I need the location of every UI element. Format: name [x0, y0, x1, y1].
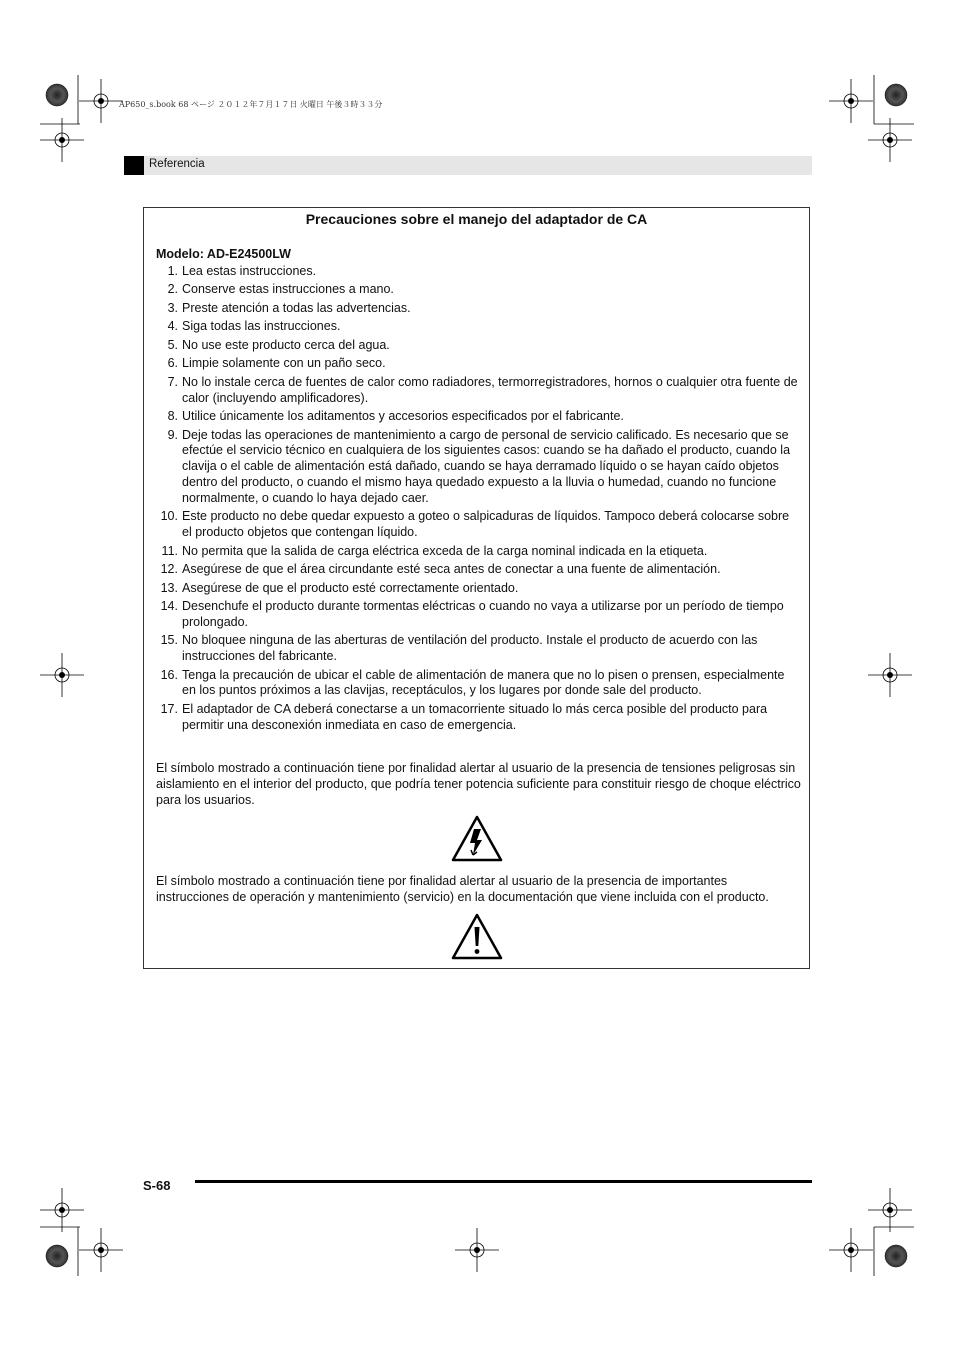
section-marker-block [124, 156, 144, 175]
section-label: Referencia [149, 158, 205, 170]
instructions-warning-paragraph: El símbolo mostrado a continuación tiene por finalidad alertar al usuario de la presencia de importantes instrucciones de operación y mantenimiento (servicio) en la documentación que viene incluida con el producto. [156, 874, 769, 904]
list-item: 9. Deje todas las operaciones de mantenimiento a cargo de personal de servicio calificado. Es necesario que se efectúe el servicio técnico en cualquiera de los siguientes casos: cuando se ha dañado el producto, cuando la clavija o el cable de alimentación está dañado, cuando se haya derramado líquido o se hayan caído objetos dentro del producto, o cuando el mismo haya quedado expuesto a la lluvia o humedad, cuando no funcione normalmente, o cuando lo haya dejado caer. [167, 427, 791, 505]
section-header-bar [124, 156, 812, 175]
registration-mark [868, 653, 912, 697]
registration-mark [40, 1188, 84, 1232]
list-item: 12. Asegúrese de que el área circundante esté seca antes de conectar a una fuente de alimentación. [160, 562, 721, 577]
registration-mark [829, 1228, 873, 1272]
list-item: 2. Conserve estas instrucciones a mano. [167, 282, 394, 297]
page-number: S-68 [143, 1178, 171, 1193]
registration-mark [868, 1188, 912, 1232]
precautions-box [143, 207, 810, 969]
registration-mark [868, 118, 912, 162]
lightning-warning-icon [451, 815, 503, 863]
list-item: 4. Siga todas las instrucciones. [167, 319, 341, 334]
box-title: Precauciones sobre el manejo del adaptador de CA [305, 211, 648, 227]
list-item: 13. Asegúrese de que el producto esté correctamente orientado. [160, 580, 519, 595]
color-rosette-mark [885, 1245, 907, 1267]
list-item: 10. Este producto no debe quedar expuesto a goteo o salpicaduras de líquidos. Tampoco deberá colocarse sobre el producto objetos que contengan líquido. [160, 509, 790, 540]
list-item: 1. Lea estas instrucciones. [167, 264, 317, 278]
color-rosette-mark [46, 1245, 68, 1267]
list-item: 3. Preste atención a todas las advertencias. [167, 300, 411, 315]
registration-mark [829, 79, 873, 123]
print-info-line: AP650_s.book 68 ページ ２０１２年７月１７日 火曜日 午後３時３３分 [119, 100, 383, 109]
instructions-list [156, 264, 801, 736]
registration-mark [40, 118, 84, 162]
list-item: 6. Limpie solamente con un paño seco. [167, 356, 386, 371]
registration-mark [40, 653, 84, 697]
registration-mark [79, 1228, 123, 1272]
electric-warning-paragraph: El símbolo mostrado a continuación tiene por finalidad alertar al usuario de la presencia de tensiones peligrosas sin aislamiento en el interior del producto, que podría tener potencia suficiente para constituir riesgo de choque eléctrico para los usuarios. [156, 761, 801, 807]
list-item: 11. No permita que la salida de carga eléctrica exceda de la carga nominal indicada en la etiqueta. [161, 543, 708, 558]
color-rosette-mark [46, 84, 68, 106]
list-item: 8. Utilice únicamente los aditamentos y accesorios especificados por el fabricante. [167, 409, 624, 424]
list-item: 17. El adaptador de CA deberá conectarse a un tomacorriente situado lo más cerca posible del producto para permitir una desconexión inmediata en caso de emergencia. [160, 701, 768, 732]
registration-mark [455, 1228, 499, 1272]
model-label: Modelo: AD-E24500LW [156, 247, 291, 261]
exclamation-warning-icon [451, 913, 503, 961]
list-item: 7. No lo instale cerca de fuentes de calor como radiadores, termorregistradores, hornos o cualquier otra fuente de calor (incluyendo amplificadores). [167, 374, 798, 405]
list-item: 5. No use este producto cerca del agua. [167, 337, 390, 352]
list-item: 15. No bloquee ninguna de las aberturas de ventilación del producto. Instale el producto de acuerdo con las instrucciones del fabricante. [160, 633, 758, 664]
list-item: 16. Tenga la precaución de ubicar el cable de alimentación de manera que no lo pisen o prensen, especialmente en los puntos próximos a las clavijas, receptáculos, y los lugares por donde sale del producto. [160, 667, 785, 698]
registration-mark [79, 79, 123, 123]
footer-rule [195, 1180, 812, 1183]
list-item: 14. Desenchufe el producto durante tormentas eléctricas o cuando no vaya a utilizarse por un período de tiempo prolongado. [160, 599, 784, 629]
color-rosette-mark [885, 84, 907, 106]
